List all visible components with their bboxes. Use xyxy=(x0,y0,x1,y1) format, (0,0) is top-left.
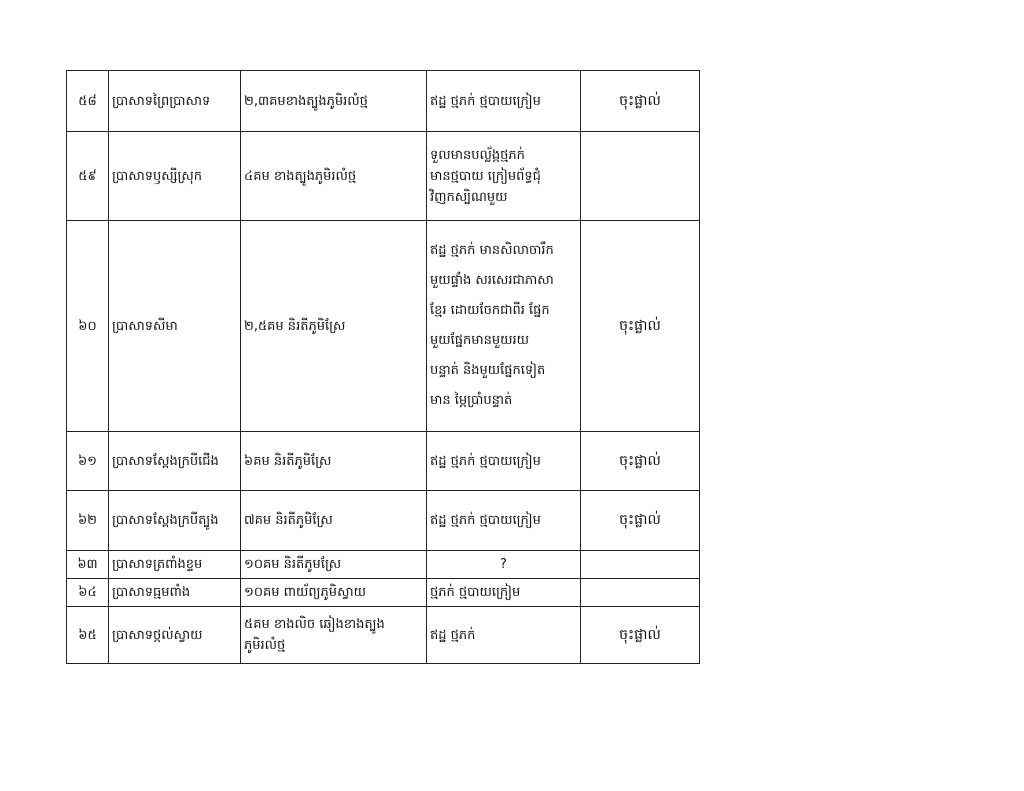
temple-location xyxy=(241,579,427,607)
registration-status: ចុះផ្លាល់ xyxy=(581,432,700,491)
row-number: ៦២ xyxy=(67,491,109,551)
description-line: ឥដ្ឋ ថ្មភក់ ថ្មបាយក្រៀម xyxy=(430,453,541,469)
description-line: វិញកស្បិណមួយ xyxy=(430,189,508,205)
row-number: ៦៤ xyxy=(67,579,109,607)
temple-description xyxy=(427,491,581,551)
temple-name: ប្រាសាទស្ពែងក្របីត្បូង xyxy=(109,491,241,551)
temple-description xyxy=(427,579,581,607)
temple-description xyxy=(427,71,581,132)
row-number: ៦៥ xyxy=(67,607,109,664)
row-number: ៦០ xyxy=(67,221,109,432)
temple-name: ប្រាសាទធ្មមពាំង xyxy=(109,579,241,607)
location-line: ២,៥គម និរតីភូមិស្រែ xyxy=(244,318,346,334)
registration-status xyxy=(581,132,700,221)
temple-name: ប្រាសាទសីមា xyxy=(109,221,241,432)
location-line: ១០គម និរតីភូមស្រែ xyxy=(244,557,342,572)
temple-location xyxy=(241,491,427,551)
table-row xyxy=(67,551,700,579)
temple-name: ប្រាសាទត្រពាំងខ្ទម xyxy=(109,551,241,579)
temple-location xyxy=(241,71,427,132)
registration-status: ចុះផ្លាល់ xyxy=(581,71,700,132)
location-line: ៥គម ខាងលិច ឆៀងខាងត្បូង xyxy=(244,617,385,632)
temple-description xyxy=(427,551,581,579)
temple-location xyxy=(241,607,427,664)
row-number: ៥៩ xyxy=(67,132,109,221)
registration-status: ចុះផ្លាល់ xyxy=(581,491,700,551)
location-line: ភូមិរលំថ្ម xyxy=(244,638,286,653)
table-row xyxy=(67,432,700,491)
location-line: ២,៣គមខាងត្បូងភូមិរលំថ្ម xyxy=(244,93,368,109)
description-line: មាន ម្ភៃប្រាំបន្ទាត់ xyxy=(430,393,513,408)
temple-description xyxy=(427,607,581,664)
row-number: ៦១ xyxy=(67,432,109,491)
table-row xyxy=(67,71,700,132)
description-line: ឥដ្ឋ ថ្មភក់ ថ្មបាយក្រៀម xyxy=(430,513,541,528)
table-row xyxy=(67,221,700,432)
temple-location xyxy=(241,432,427,491)
table-row xyxy=(67,132,700,221)
temple-description xyxy=(427,221,581,432)
temple-location xyxy=(241,551,427,579)
temple-name: ប្រាសាទថ្កល់ស្វាយ xyxy=(109,607,241,664)
description-line: មួយផ្នែកមានមួយរយ xyxy=(430,333,530,348)
description-line: ថ្មភក់ ថ្មបាយក្រៀម xyxy=(430,585,521,600)
location-line: ៧គម និរតីភូមិស្រែ xyxy=(244,513,333,528)
registration-status xyxy=(581,551,700,579)
description-line: ឥដ្ឋ ថ្មភក់ xyxy=(430,627,476,643)
location-line: ១០គម ពាយ័ព្យភូមិស្វាយ xyxy=(244,585,366,600)
location-line: ៦គម និរតីភូមិស្រែ xyxy=(244,453,332,469)
temple-name: ប្រាសាទព្រៃប្រាសាទ xyxy=(109,71,241,132)
description-line: បន្ទាត់ និងមួយផ្នែកទៀត xyxy=(430,363,546,378)
description-line: ទួលមានបល្ល័ង្កថ្មភក់ xyxy=(430,147,525,163)
description-line: ខ្មែរ ដោយចែកជាពីរ ផ្នែក xyxy=(430,303,550,318)
description-line: ? xyxy=(500,557,507,572)
temple-location xyxy=(241,221,427,432)
table-row xyxy=(67,491,700,551)
row-number: ៥៨ xyxy=(67,71,109,132)
temple-name: ប្រាសាទឫស្សីស្រុក xyxy=(109,132,241,221)
location-line: ៤គម ខាងត្បូងភូមិរលំថ្ម xyxy=(244,168,357,184)
registration-status xyxy=(581,579,700,607)
temple-location xyxy=(241,132,427,221)
description-line: ឥដ្ឋ ថ្មភក់ ថ្មបាយក្រៀម xyxy=(430,93,541,109)
registration-status: ចុះផ្លាល់ xyxy=(581,607,700,664)
temple-description xyxy=(427,132,581,221)
description-line: ឥដ្ឋ ថ្មភក់ មានសិលាចារឹក xyxy=(430,243,554,258)
table-row xyxy=(67,579,700,607)
description-line: មួយផ្ទាំង សរសេរជាភាសា xyxy=(430,273,554,288)
temple-list-table xyxy=(66,70,700,664)
registration-status: ចុះផ្លាល់ xyxy=(581,221,700,432)
table-row xyxy=(67,607,700,664)
temple-name: ប្រាសាទស្ពែងក្របីជើង xyxy=(109,432,241,491)
description-line: មានថ្មបាយ ក្រៀមព័ទ្ធជុំ xyxy=(430,168,541,184)
row-number: ៦៣ xyxy=(67,551,109,579)
temple-description xyxy=(427,432,581,491)
